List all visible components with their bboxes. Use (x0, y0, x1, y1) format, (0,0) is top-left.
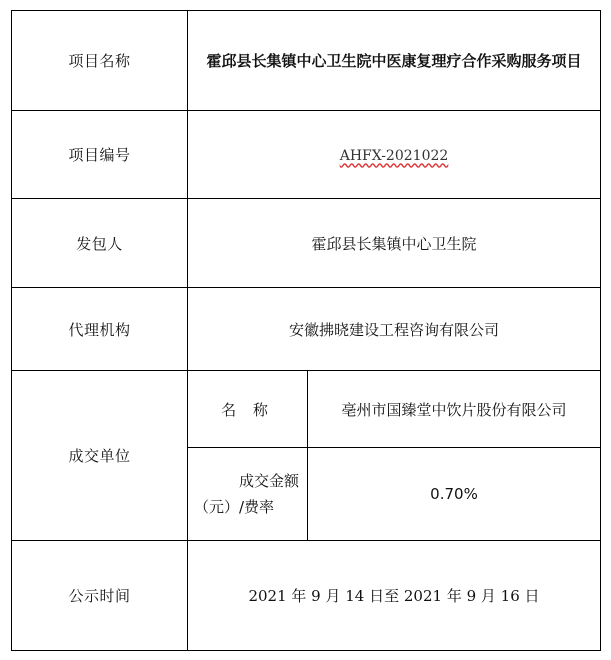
agency-label: 代理机构 (12, 288, 188, 371)
winner-name-value: 亳州市国臻堂中饮片股份有限公司 (308, 371, 601, 448)
employer-label: 发包人 (12, 199, 188, 288)
row-project-name (12, 11, 601, 111)
employer-value: 霍邱县长集镇中心卫生院 (188, 199, 601, 288)
publicity-time-label: 公示时间 (12, 541, 188, 651)
project-name-value: 霍邱县长集镇中心卫生院中医康复理疗合作采购服务项目 (188, 11, 601, 111)
row-agency (12, 288, 601, 371)
winner-name-label: 名 称 (188, 371, 308, 448)
winner-amount-value: 0.70% (308, 448, 601, 541)
winner-label: 成交单位 (12, 371, 188, 541)
row-winner-name (12, 371, 601, 448)
agency-value: 安徽拂晓建设工程咨询有限公司 (188, 288, 601, 371)
amount-label-line2: （元）/费率 (194, 498, 275, 516)
project-code-label: 项目编号 (12, 111, 188, 199)
award-notice-table (11, 10, 601, 651)
publicity-time-value: 2021 年 9 月 14 日至 2021 年 9 月 16 日 (188, 541, 601, 651)
project-code-value: AHFX-2021022 (339, 147, 449, 164)
row-employer (12, 199, 601, 288)
winner-amount-label (188, 448, 308, 541)
row-publicity-time (12, 541, 601, 651)
amount-label-line1: 成交金额 (238, 472, 299, 490)
project-name-label: 项目名称 (12, 11, 188, 111)
row-project-code (12, 111, 601, 199)
project-code-cell (188, 111, 601, 199)
